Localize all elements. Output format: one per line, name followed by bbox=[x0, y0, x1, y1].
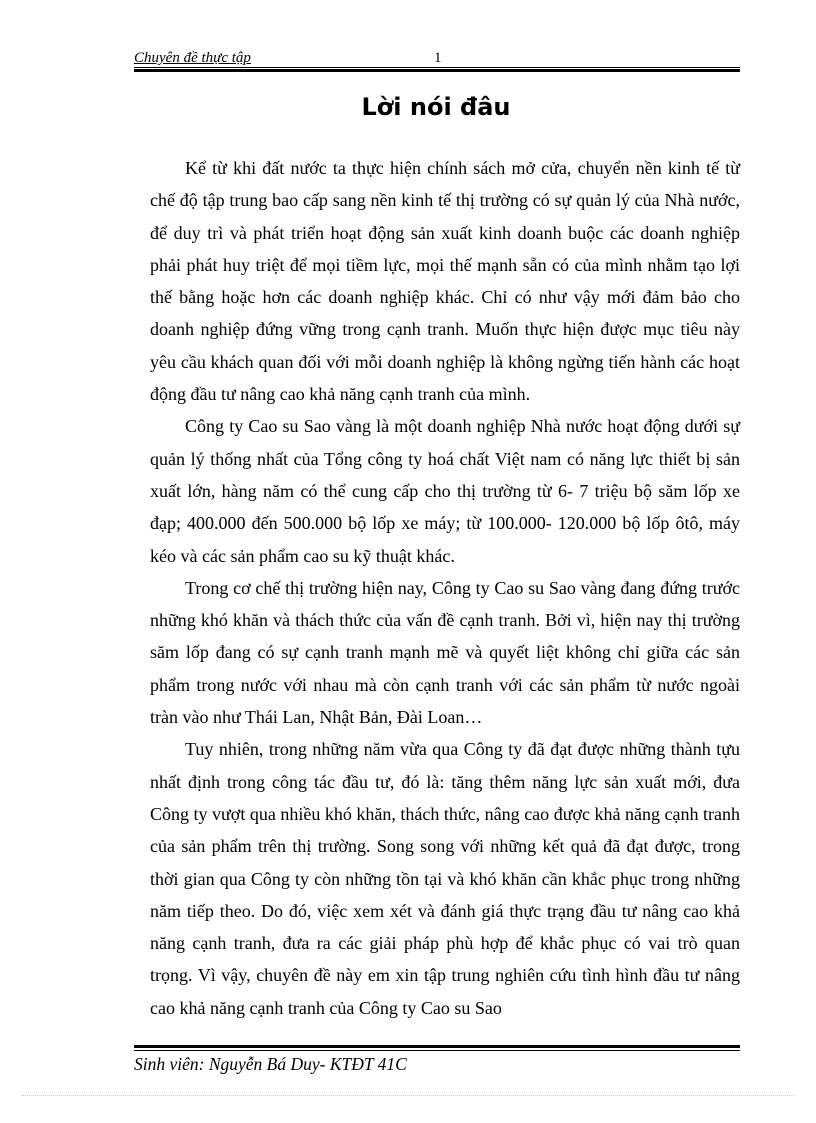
footer-rule-thin bbox=[134, 1050, 740, 1051]
header-title: Chuyên đề thực tập bbox=[134, 50, 251, 66]
header-rule-thick bbox=[134, 69, 740, 72]
paragraph: Kể từ khi đất nước ta thực hiện chính sách mở cửa, chuyển nền kinh tế từ chế độ tập trung bao cấp sang nền kinh tế thị trường có sự quản lý của Nhà nước, để duy trì và phát triển hoạt động sản xuất kinh doanh buộc các doanh nghiệp phải phát huy triệt để mọi tiềm lực, mọi thế mạnh sẵn có của mình nhằm tạo lợi thế bằng hoặc hơn các doanh nghiệp khác. Chỉ có như vậy mới đảm bảo cho doanh nghiệp đứng vững trong cạnh tranh. Muốn thực hiện được mục tiêu này yêu cầu khách quan đối với mỗi doanh nghiệp là không ngừng tiến hành các hoạt động đầu tư nâng cao khả năng cạnh tranh của mình. bbox=[150, 158, 740, 405]
page-number: 1 bbox=[434, 50, 442, 66]
footer-student: Sinh viên: Nguyễn Bá Duy- KTĐT 41C bbox=[134, 1054, 407, 1074]
page-title: Lời nói đâu bbox=[361, 93, 511, 121]
paragraph: Tuy nhiên, trong những năm vừa qua Công ty đã đạt được những thành tựu nhất định trong công tác đầu tư, đó là: tăng thêm năng lực sản xuất mới, đưa Công ty vượt qua nhiều khó khăn, thách thức, nâng cao được khả năng cạnh tranh của sản phẩm trên thị trường. Song song với những kết quả đã đạt được, trong thời gian qua Công ty còn những tồn tại và khó khăn cần khắc phục trong những năm tiếp theo. Do đó, việc xem xét và đánh giá thực trạng đầu tư nâng cao khả năng cạnh tranh, đưa ra các giải pháp phù hợp để khắc phục có vai trò quan trọng. Vì vậy, chuyên đề này em xin tập trung nghiên cứu tình hình đầu tư nâng cao khả năng cạnh tranh của Công ty Cao su Sao bbox=[150, 739, 740, 1018]
header-rule-thin bbox=[134, 67, 740, 68]
paragraph: Công ty Cao su Sao vàng là một doanh nghiệp Nhà nước hoạt động dưới sự quản lý thống nhất của Tổng công ty hoá chất Việt nam có năng lực thiết bị sản xuất lớn, hàng năm có thể cung cấp cho thị trường từ 6- 7 triệu bộ săm lốp xe đạp; 400.000 đến 500.000 bộ lốp xe máy; từ 100.000- 120.000 bộ lốp ôtô, máy kéo và các sản phẩm cao su kỹ thuật khác. bbox=[150, 416, 740, 566]
body-text bbox=[150, 152, 740, 1024]
page-header bbox=[134, 48, 740, 68]
footer-rule-thick bbox=[134, 1045, 740, 1048]
page-bottom-divider bbox=[22, 1095, 794, 1096]
paragraph: Trong cơ chế thị trường hiện nay, Công ty Cao su Sao vàng đang đứng trước những khó khăn và thách thức của vấn đề cạnh tranh. Bởi vì, hiện nay thị trường săm lốp đang có sự cạnh tranh mạnh mẽ và quyết liệt không chỉ giữa các sản phẩm trong nước với nhau mà còn cạnh tranh với các sản phẩm từ nước ngoài tràn vào như Thái Lan, Nhật Bản, Đài Loan… bbox=[150, 577, 740, 728]
